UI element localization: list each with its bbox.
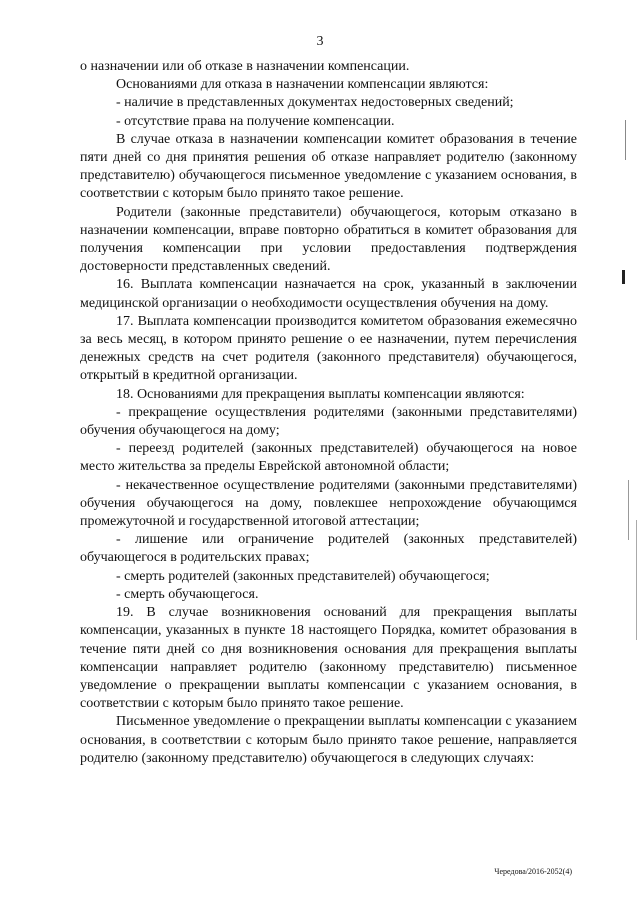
page-number: 3	[316, 34, 324, 49]
paragraph: 17. Выплата компенсации производится комитетом образования ежемесячно за весь месяц, в котором принято решение о ее назначении, путем перечисления денежных средств на счет родителя (законного представителя) обучающегося, открытый в кредитной организации.	[80, 313, 577, 384]
scan-edge-mark	[622, 270, 625, 284]
paragraph: - наличие в представленных документах недостоверных сведений;	[116, 95, 514, 111]
paragraph: Родители (законные представители) обучающегося, которым отказано в назначении компенсации, вправе повторно обратиться в комитет образования для получения компенсации при условии предоставления подтверждения достоверности представленных сведений.	[80, 204, 577, 275]
paragraph: - смерть обучающегося.	[116, 586, 259, 602]
document-body	[80, 58, 577, 768]
paragraph: В случае отказа в назначении компенсации комитет образования в течение пяти дней со дня принятия решения об отказе направляет родителю (законному представителю) обучающегося письменное уведомление с указанием основания, в соответствии с которым было принято такое решение.	[80, 131, 577, 202]
paragraph: Письменное уведомление о прекращении выплаты компенсации с указанием основания, в соответствии с которым было принято такое решение, направляется родителю (законному представителю) обучающегося в следующих случаях:	[80, 714, 577, 766]
paragraph: 16. Выплата компенсации назначается на срок, указанный в заключении медицинской организации о необходимости осуществления обучения на дому.	[80, 277, 577, 311]
scan-edge-mark	[636, 520, 637, 640]
scan-edge-mark	[625, 120, 626, 160]
paragraph: 18. Основаниями для прекращения выплаты компенсации являются:	[116, 386, 525, 402]
paragraph: - некачественное осуществление родителями (законными представителями) обучения обучающегося на дому, повлекшее непрохождение обучающимся промежуточной и государственной итоговой аттестации;	[80, 477, 577, 530]
paragraph: 19. В случае возникновения оснований для прекращения выплаты компенсации, указанных в пункте 18 настоящего Порядка, комитет образования в течение пяти дней со дня возникновения основания для прекращения выплаты компенсации направляет родителю (законному представителю) письменное уведомление о прекращении выплаты компенсации с указанием основания, в соответствии с которым было принято такое решение.	[80, 605, 577, 712]
paragraph: - переезд родителей (законных представителей) обучающегося на новое место жительства за пределы Еврейской автономной области;	[80, 441, 577, 475]
paragraph: - смерть родителей (законных представителей) обучающегося;	[116, 568, 490, 584]
paragraph: Основаниями для отказа в назначении компенсации являются:	[116, 77, 489, 93]
paragraph: - отсутствие права на получение компенсации.	[116, 113, 395, 129]
footer-document-code: Чередова/2016-2052(4)	[494, 867, 572, 876]
paragraph: о назначении или об отказе в назначении компенсации.	[80, 59, 410, 74]
paragraph: - прекращение осуществления родителями (законными представителями) обучения обучающегося на дому;	[80, 404, 577, 439]
paragraph: - лишение или ограничение родителей (законных представителей) обучающегося в родительских правах;	[80, 532, 577, 566]
scan-edge-mark	[628, 480, 629, 540]
